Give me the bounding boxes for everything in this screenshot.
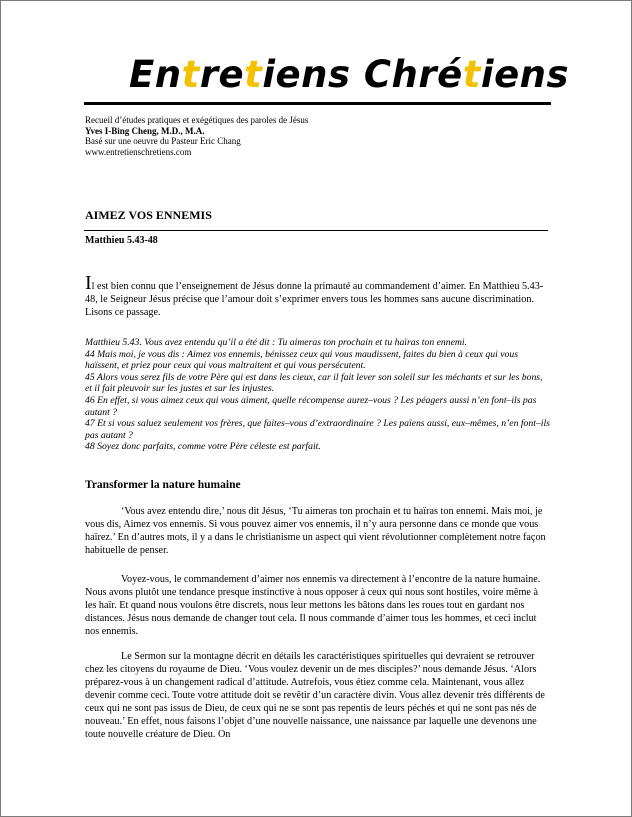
document-header (85, 115, 308, 157)
body-paragraph (85, 573, 551, 638)
paragraph-text: Le Sermon sur la montagne décrit en détails les caractéristiques spirituelles qui devraient se retrouver chez les citoyens du royaume de Dieu. ‘Vous voulez devenir un de mes disciples?’ nous demande Jésus. ‘Alors préparez-vous à un changement radical d’attitude. Autrefois, vous étiez comme cela. Maintenant, vous allez devenir comme ceci. Toute votre attitude doit se revêtir d’un caractère divin. Vous allez devenir très différents de ceux qui ne sont pas issus de Dieu, de ceux qui ne se sont pas repentis de leurs péchés et qui ne sont pas nés de nouveau.’ En effet, nous faisons l’objet d’une nouvelle naissance, une naissance par laquelle une devenons une toute nouvelle créature de Dieu. On (85, 651, 545, 740)
header-rule (84, 102, 551, 105)
header-author: Yves I-Bing Cheng, M.D., M.A. (85, 125, 205, 136)
intro-text: l est bien connu que l’enseignement de Jésus donne la primauté au commandement d’aimer. En Matthieu 5.43-48, le Seigneur Jésus précise que l’amour doit s’exprimer envers tous les hommes sans aucune discrimination. Lisons ce passage. (85, 281, 544, 318)
site-logo (129, 53, 570, 96)
header-source: Basé sur une oeuvre du Pasteur Eric Chang (85, 136, 241, 146)
header-website: www.entretienschretiens.com (85, 146, 192, 157)
verse: 47 Et si vous saluez seulement vos frères, que faites–vous d’extraordinaire ? Les païens aussi, eux–mêmes, n’en font–ils pas autant ? (85, 418, 550, 441)
verse: 46 En effet, si vous aimez ceux qui vous aiment, quelle récompense aurez–vous ? Les péagers aussi n’en font–ils pas autant ? (85, 394, 537, 418)
paragraph-text: ‘Vous avez entendu dire,’ nous dit Jésus, ‘Tu aimeras ton prochain et tu haïras ton ennemi. Mais moi, je vous dis, Aimez vos ennemis. Si vous pouvez aimer vos ennemis, il n’y aura personne dans ce monde que vous haïrez.’ En d’autres mots, il y a dans le christianisme un aspect qui vient révolutionner complètement notre façon habituelle de penser. (85, 506, 546, 556)
drop-cap: I (85, 272, 92, 294)
verse: 48 Soyez donc parfaits, comme votre Père céleste est parfait. (85, 441, 321, 453)
logo-segment: t (462, 53, 481, 96)
logo-segment: iens (480, 53, 570, 96)
verse: 45 Alors vous serez fils de votre Père qui est dans les cieux, car il fait lever son soleil sur les méchants et sur les bons, et il fait pleuvoir sur les justes et sur les injustes. (85, 371, 543, 395)
logo-segment: t (244, 53, 263, 96)
title-rule (84, 230, 548, 231)
verse: Matthieu 5.43. Vous avez entendu qu’il a été dit : Tu aimeras ton prochain et tu haïras ton ennemi. (85, 337, 467, 348)
scripture-reference: Matthieu 5.43-48 (85, 235, 158, 246)
logo-segment: iens Chré (262, 53, 463, 96)
section-heading: Transformer la nature humaine (85, 479, 241, 491)
header-subtitle: Recueil d’études pratiques et exégétiques des paroles de Jésus (85, 115, 309, 125)
body-paragraph (85, 650, 551, 741)
bible-passage (85, 337, 551, 453)
verse: 44 Mais moi, je vous dis : Aimez vos ennemis, bénissez ceux qui vous maudissent, faites du bien à ceux qui vous haïssent, et priez pour ceux qui vous maltraitent et qui vous persécutent. (85, 348, 518, 372)
logo-segment: t (181, 53, 200, 96)
logo-segment: En (129, 53, 182, 96)
body-paragraph (85, 505, 551, 557)
page-title: AIMEZ VOS ENNEMIS (85, 208, 212, 222)
paragraph-text: Voyez-vous, le commandement d’aimer nos ennemis va directement à l’encontre de la nature humaine. Nous avons plutôt une tendance presque instinctive à nous opposer à ceux qui nous sont hostiles, voire même à les haïr. Et quand nous voulons être discrets, nous leur mettons les bâtons dans les roues tout en gardant nos distances. Jésus nous demande de changer tout cela. Il nous commande d’aimer tous les hommes, et ceci inclut nos ennemis. (85, 574, 541, 637)
logo-segment: re (199, 53, 245, 96)
intro-paragraph (85, 272, 551, 319)
